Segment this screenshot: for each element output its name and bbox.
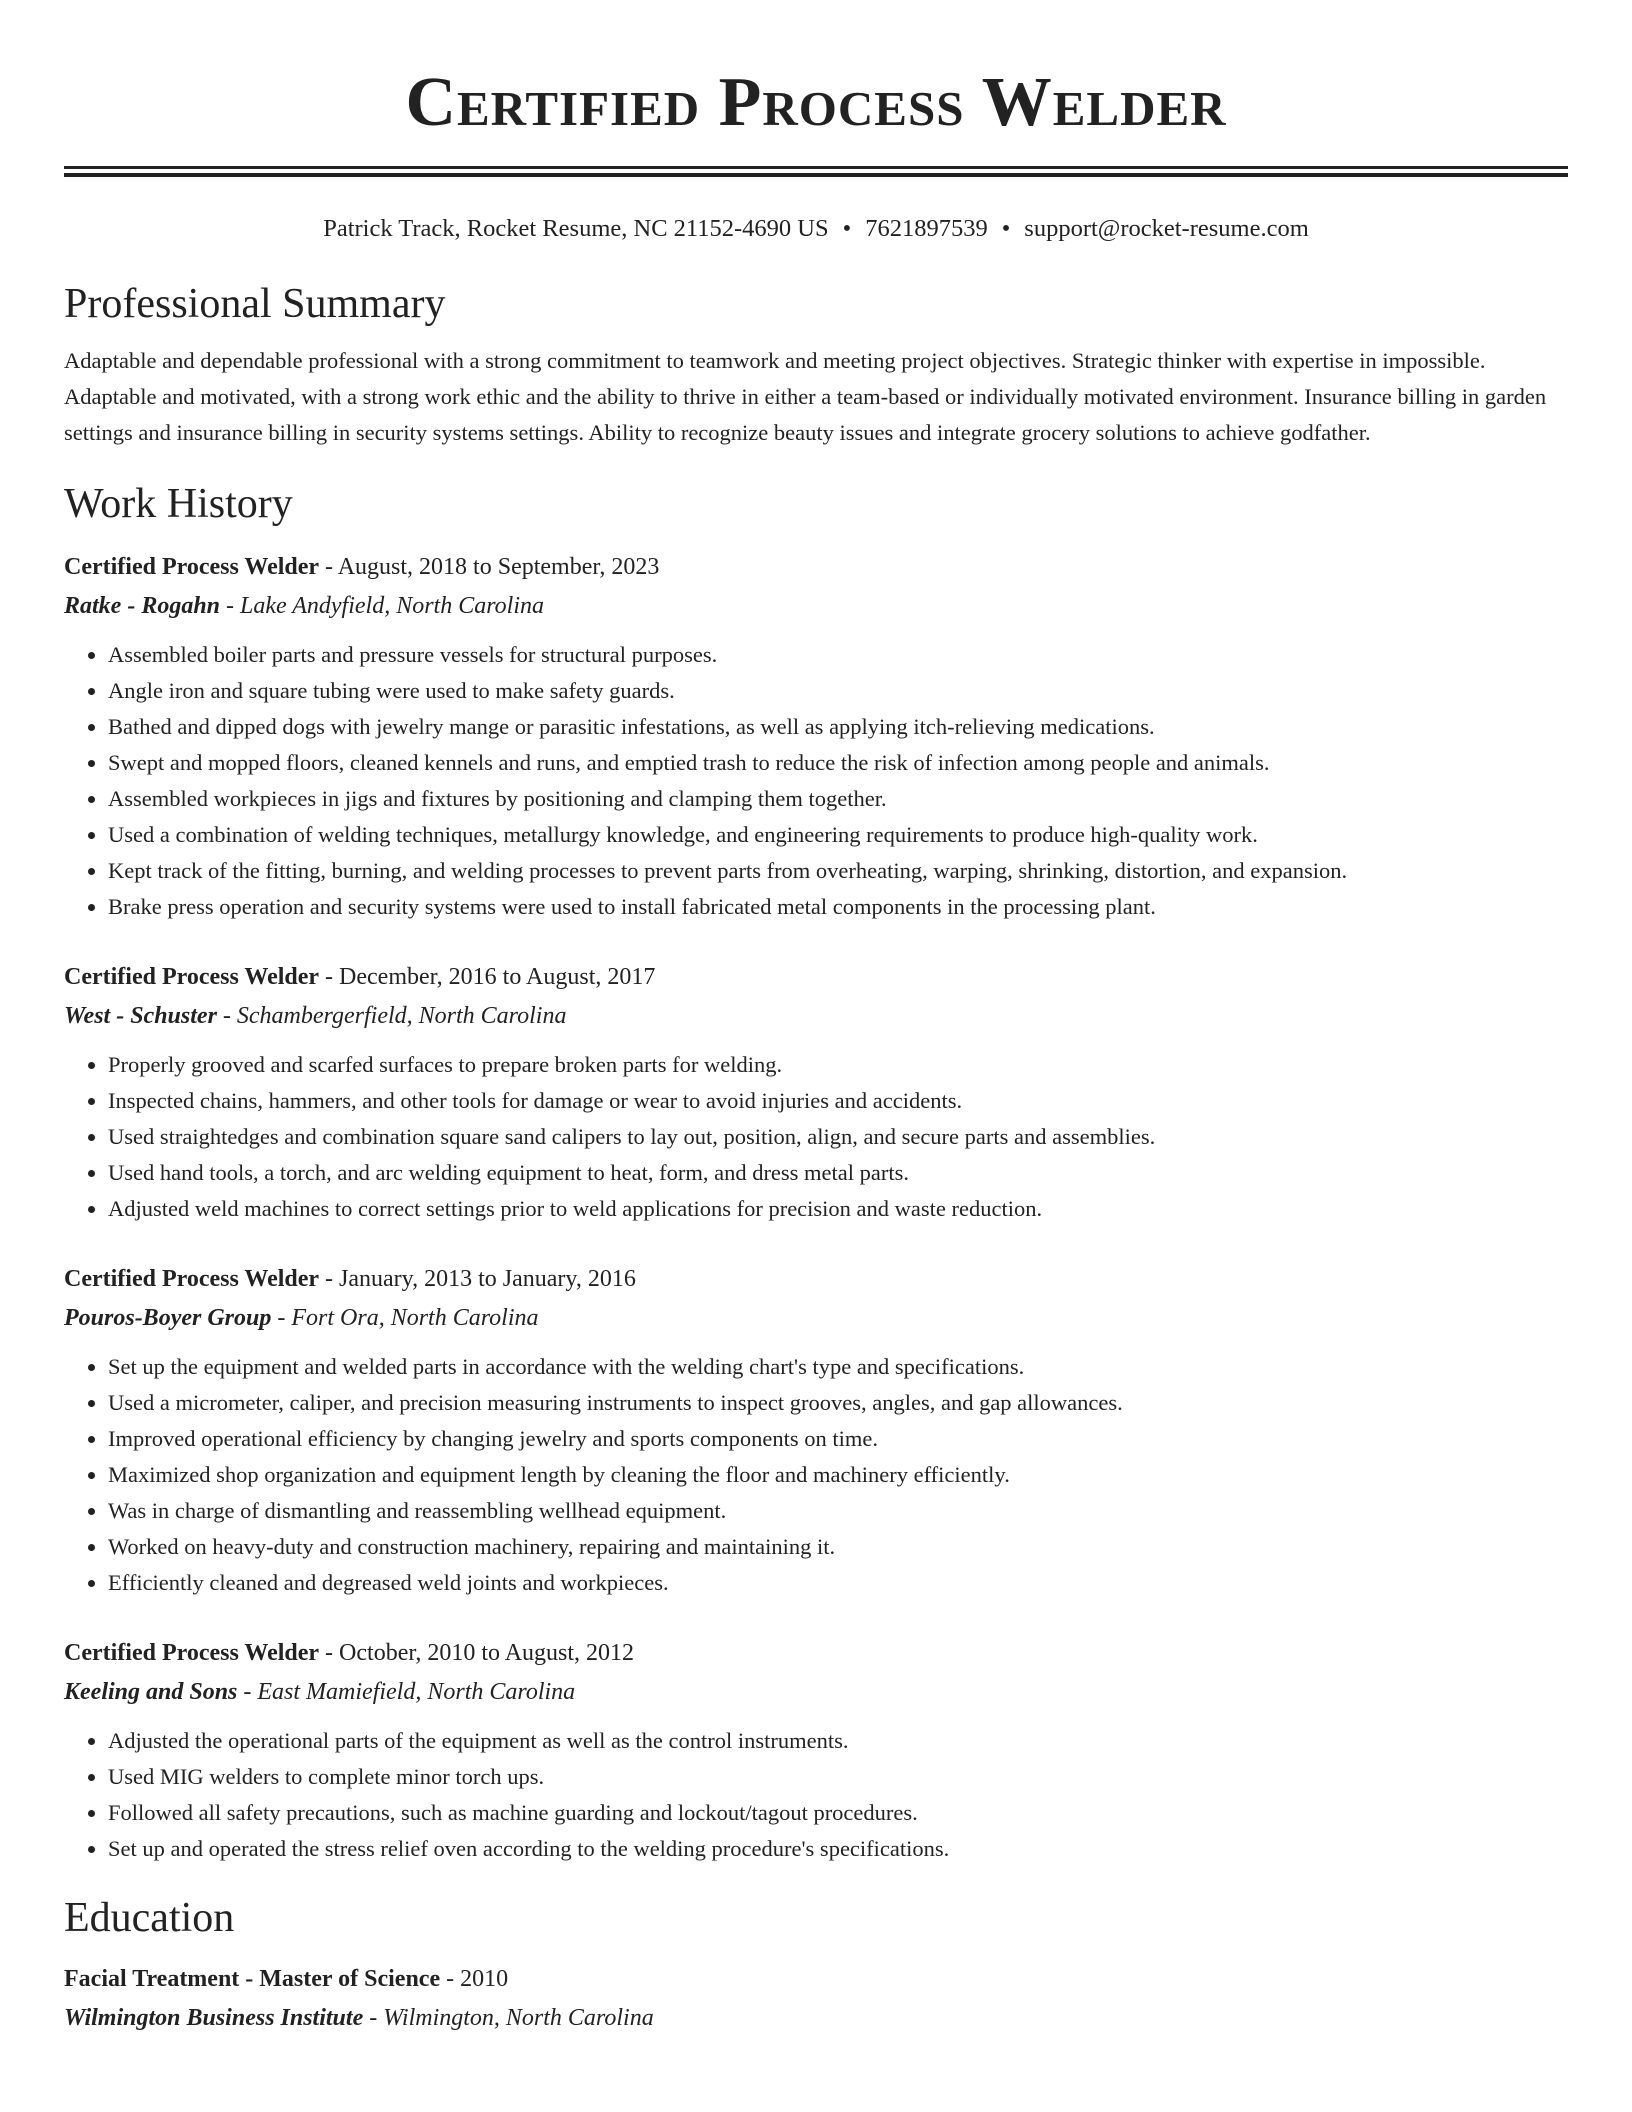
company-line <box>64 1673 1568 1711</box>
job-bullet: • Bathed and dipped dogs with jewelry mange or parasitic infestations, as well as applying itch-relieving medications. <box>108 709 1568 745</box>
resume-title: Certified Process Welder <box>405 64 1227 141</box>
job-bullet: • Adjusted the operational parts of the equipment as well as the control instruments. <box>108 1723 1568 1759</box>
job-bullet: • Set up the equipment and welded parts in accordance with the welding chart's type and specifications. <box>108 1349 1568 1385</box>
job-title-line <box>64 1259 1568 1299</box>
job-entry <box>64 547 1568 925</box>
section-heading-work-history: Work History <box>64 481 293 527</box>
job-bullet: • Properly grooved and scarfed surfaces to prepare broken parts for welding. <box>108 1047 1568 1083</box>
company-location: - Fort Ora, North Carolina <box>271 1305 539 1331</box>
job-bullets <box>64 1723 1568 1867</box>
job-title: Certified Process Welder <box>64 554 320 580</box>
job-bullet: • Used straightedges and combination square sand calipers to lay out, position, align, and secure parts and assemblies. <box>108 1119 1568 1155</box>
job-bullet: • Brake press operation and security systems were used to install fabricated metal components in the processing plant. <box>108 889 1568 925</box>
job-title: Certified Process Welder <box>64 1266 320 1292</box>
degree-year: - 2010 <box>440 1966 509 1992</box>
job-bullet: • Kept track of the fitting, burning, and welding processes to prevent parts from overheating, warping, shrinking, distortion, and expansion. <box>108 853 1568 889</box>
degree-line <box>64 1959 1568 1999</box>
section-heading-education: Education <box>64 1895 235 1941</box>
job-dates: - December, 2016 to August, 2017 <box>319 964 656 990</box>
job-dates: - January, 2013 to January, 2016 <box>319 1266 636 1292</box>
summary-text: Adaptable and dependable professional with a strong commitment to teamwork and meeting project objectives. Strategic thinker with expertise in impossible. Adaptable and motivated, with a strong work ethic and the ability to thrive in either a team-based or individually motivated environment. Insurance billing in garden settings and insurance billing in security systems settings. Ability to recognize beauty issues and integrate grocery solutions to achieve godfather. <box>64 348 1547 445</box>
contact-phone: 7621897539 <box>865 215 988 242</box>
job-title: Certified Process Welder <box>64 964 320 990</box>
company-name: Ratke - Rogahn <box>64 593 221 619</box>
resume-page <box>64 0 1568 2037</box>
job-bullet: • Was in charge of dismantling and reassembling wellhead equipment. <box>108 1493 1568 1529</box>
job-bullet: • Set up and operated the stress relief oven according to the welding procedure's specifications. <box>108 1831 1568 1867</box>
job-bullet: • Assembled workpieces in jigs and fixtures by positioning and clamping them together. <box>108 781 1568 817</box>
degree-name: Facial Treatment - Master of Science <box>64 1966 441 1992</box>
contact-line <box>64 213 1568 245</box>
job-bullet: • Used MIG welders to complete minor torch ups. <box>108 1759 1568 1795</box>
company-name: Pouros-Boyer Group <box>64 1305 272 1331</box>
job-bullet: • Maximized shop organization and equipment length by cleaning the floor and machinery efficiently. <box>108 1457 1568 1493</box>
job-bullets <box>64 1047 1568 1227</box>
contact-email: support@rocket-resume.com <box>1024 215 1309 242</box>
section-heading-summary: Professional Summary <box>64 281 446 327</box>
job-bullet: • Efficiently cleaned and degreased weld joints and workpieces. <box>108 1565 1568 1601</box>
job-bullet: • Inspected chains, hammers, and other tools for damage or wear to avoid injuries and accidents. <box>108 1083 1568 1119</box>
company-line <box>64 587 1568 625</box>
job-title-line <box>64 547 1568 587</box>
job-bullets <box>64 637 1568 925</box>
contact-separator: • <box>1001 215 1011 242</box>
job-bullet: • Angle iron and square tubing were used to make safety guards. <box>108 673 1568 709</box>
contact-address: Patrick Track, Rocket Resume, NC 21152-4690 US <box>323 215 829 242</box>
job-bullet: • Used a combination of welding techniques, metallurgy knowledge, and engineering requirements to produce high-quality work. <box>108 817 1568 853</box>
company-location: - Schambergerfield, North Carolina <box>216 1003 567 1029</box>
job-title-line <box>64 1633 1568 1673</box>
school-location: - Wilmington, North Carolina <box>363 2005 654 2031</box>
job-bullet: • Swept and mopped floors, cleaned kennels and runs, and emptied trash to reduce the risk of infection among people and animals. <box>108 745 1568 781</box>
job-bullet: • Improved operational efficiency by changing jewelry and sports components on time. <box>108 1421 1568 1457</box>
job-bullet: • Assembled boiler parts and pressure vessels for structural purposes. <box>108 637 1568 673</box>
job-bullets <box>64 1349 1568 1601</box>
company-name: Keeling and Sons <box>64 1679 238 1705</box>
company-name: West - Schuster <box>64 1003 217 1029</box>
job-bullet: • Used hand tools, a torch, and arc welding equipment to heat, form, and dress metal parts. <box>108 1155 1568 1191</box>
company-location: - Lake Andyfield, North Carolina <box>220 593 545 619</box>
job-dates: - October, 2010 to August, 2012 <box>319 1640 635 1666</box>
company-location: - East Mamiefield, North Carolina <box>237 1679 576 1705</box>
company-line <box>64 997 1568 1035</box>
title-divider <box>64 166 1568 177</box>
job-title-line <box>64 957 1568 997</box>
job-bullet: • Used a micrometer, caliper, and precision measuring instruments to inspect grooves, angles, and gap allowances. <box>108 1385 1568 1421</box>
job-title: Certified Process Welder <box>64 1640 320 1666</box>
company-line <box>64 1299 1568 1337</box>
school-line <box>64 1999 1568 2037</box>
job-bullet: • Followed all safety precautions, such as machine guarding and lockout/tagout procedures. <box>108 1795 1568 1831</box>
job-entry <box>64 1633 1568 1867</box>
education-entry <box>64 1959 1568 2037</box>
school-name: Wilmington Business Institute <box>64 2005 364 2031</box>
job-dates: - August, 2018 to September, 2023 <box>319 554 660 580</box>
job-bullet: • Worked on heavy-duty and construction machinery, repairing and maintaining it. <box>108 1529 1568 1565</box>
job-entry <box>64 1259 1568 1601</box>
job-entry <box>64 957 1568 1227</box>
job-bullet: • Adjusted weld machines to correct settings prior to weld applications for precision and waste reduction. <box>108 1191 1568 1227</box>
contact-separator: • <box>842 215 852 242</box>
